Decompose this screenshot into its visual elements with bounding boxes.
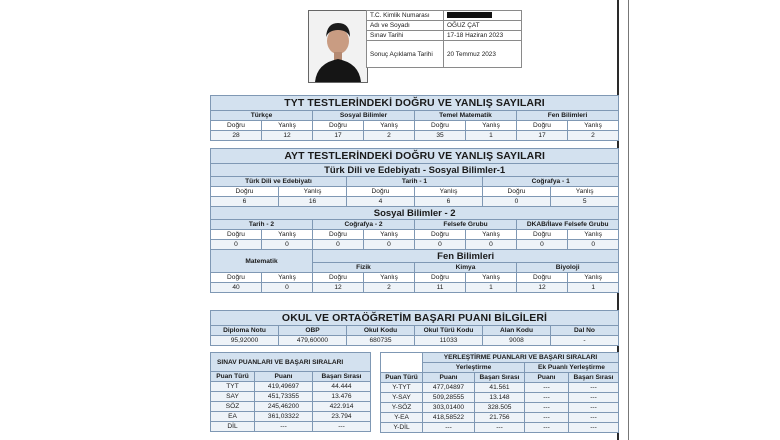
yanlis-label: Yanlış bbox=[551, 187, 619, 197]
puan-turu: SÖZ bbox=[211, 402, 255, 412]
dogru-value: 0 bbox=[483, 197, 551, 207]
dogru-label: Doğru bbox=[211, 121, 262, 131]
ek-basari-sirasi: --- bbox=[569, 403, 619, 413]
yanlis-value: 0 bbox=[364, 240, 415, 250]
ek-puanli-group: Ek Puanlı Yerleştirme bbox=[525, 363, 619, 373]
puan: 451,73355 bbox=[255, 392, 313, 402]
ayt-subject: DKAB/İlave Felsefe Grubu bbox=[517, 220, 619, 230]
yerlestirme-header: Başarı Sırası bbox=[569, 373, 619, 383]
ayt-subject: Tarih - 2 bbox=[211, 220, 313, 230]
ayt-subject: Felsefe Grubu bbox=[415, 220, 517, 230]
ayt-subject: Coğrafya - 2 bbox=[313, 220, 415, 230]
ayt-subject: Kimya bbox=[415, 263, 517, 273]
yanlis-value: 2 bbox=[364, 283, 415, 293]
yanlis-value: 0 bbox=[262, 240, 313, 250]
puan: 303,01400 bbox=[423, 403, 475, 413]
ayt-title: AYT TESTLERİNDEKİ DOĞRU VE YANLIŞ SAYILARI bbox=[211, 149, 619, 164]
tyt-subject: Fen Bilimleri bbox=[517, 111, 619, 121]
table-row bbox=[381, 423, 619, 433]
tyt-title: TYT TESTLERİNDEKİ DOĞRU VE YANLIŞ SAYILARI bbox=[211, 96, 619, 111]
dogru-label: Doğru bbox=[211, 187, 279, 197]
ayt-subject: Tarih - 1 bbox=[347, 177, 483, 187]
exam-date-value: 17-18 Haziran 2023 bbox=[444, 31, 522, 41]
puan-turu: DİL bbox=[211, 422, 255, 432]
puan-turu: SAY bbox=[211, 392, 255, 402]
yanlis-label: Yanlış bbox=[568, 273, 619, 283]
puan: 477,04897 bbox=[423, 383, 475, 393]
sinav-header: Puanı bbox=[255, 372, 313, 382]
ek-puan: --- bbox=[525, 413, 569, 423]
dogru-value: 12 bbox=[313, 283, 364, 293]
yerlestirme-header: Başarı Sırası bbox=[475, 373, 525, 383]
puan-turu: EA bbox=[211, 412, 255, 422]
okul-header: OBP bbox=[279, 326, 347, 336]
table-row bbox=[211, 392, 371, 402]
basari-sirasi: 13.476 bbox=[313, 392, 371, 402]
sinav-puan-table bbox=[210, 352, 371, 432]
yanlis-value: 2 bbox=[568, 131, 619, 141]
dogru-label: Doğru bbox=[483, 187, 551, 197]
basari-sirasi: 21.756 bbox=[475, 413, 525, 423]
basari-sirasi: 41.561 bbox=[475, 383, 525, 393]
okul-header: Okul Kodu bbox=[347, 326, 415, 336]
yanlis-value: 1 bbox=[568, 283, 619, 293]
dogru-value: 17 bbox=[313, 131, 364, 141]
table-row bbox=[211, 412, 371, 422]
basari-sirasi: 44.444 bbox=[313, 382, 371, 392]
dogru-label: Doğru bbox=[415, 121, 466, 131]
dogru-label: Doğru bbox=[517, 121, 568, 131]
yerlestirme-puan-table bbox=[380, 352, 619, 433]
okul-header: Diploma Notu bbox=[211, 326, 279, 336]
yanlis-value: 1 bbox=[466, 283, 517, 293]
yanlis-label: Yanlış bbox=[364, 273, 415, 283]
table-row bbox=[211, 422, 371, 432]
ek-puan: --- bbox=[525, 403, 569, 413]
dogru-value: 6 bbox=[211, 197, 279, 207]
yanlis-value: 2 bbox=[364, 131, 415, 141]
ayt-subject: Coğrafya - 1 bbox=[483, 177, 619, 187]
dogru-value: 28 bbox=[211, 131, 262, 141]
yerlestirme-header: Puan Türü bbox=[381, 373, 423, 383]
ayt-subject: Biyoloji bbox=[517, 263, 619, 273]
basari-sirasi: 328.505 bbox=[475, 403, 525, 413]
dogru-label: Doğru bbox=[211, 230, 262, 240]
result-date-value: 20 Temmuz 2023 bbox=[444, 41, 522, 68]
yanlis-label: Yanlış bbox=[568, 230, 619, 240]
basari-sirasi: --- bbox=[475, 423, 525, 433]
yanlis-label: Yanlış bbox=[364, 230, 415, 240]
ek-puan: --- bbox=[525, 423, 569, 433]
yanlis-label: Yanlış bbox=[415, 187, 483, 197]
puan: 419,49697 bbox=[255, 382, 313, 392]
puan: 361,03322 bbox=[255, 412, 313, 422]
dogru-label: Doğru bbox=[211, 273, 262, 283]
okul-value: 479,60000 bbox=[279, 336, 347, 346]
puan: --- bbox=[255, 422, 313, 432]
puan-turu: Y-DİL bbox=[381, 423, 423, 433]
ayt-table bbox=[210, 148, 619, 293]
sinav-header: Puan Türü bbox=[211, 372, 255, 382]
puan: 509,28555 bbox=[423, 393, 475, 403]
dogru-value: 4 bbox=[347, 197, 415, 207]
dogru-value: 0 bbox=[211, 240, 262, 250]
dogru-label: Doğru bbox=[517, 273, 568, 283]
puan: --- bbox=[423, 423, 475, 433]
puan-turu: TYT bbox=[211, 382, 255, 392]
table-row bbox=[381, 413, 619, 423]
okul-title: OKUL VE ORTAÖĞRETİM BAŞARI PUANI BİLGİLERİ bbox=[211, 311, 619, 326]
yanlis-label: Yanlış bbox=[262, 273, 313, 283]
page-edge-line-secondary bbox=[628, 0, 629, 440]
dogru-value: 11 bbox=[415, 283, 466, 293]
table-row bbox=[381, 383, 619, 393]
ayt-section1-title: Türk Dili ve Edebiyatı - Sosyal Bilimler-1 bbox=[211, 164, 619, 177]
puan-turu: Y-EA bbox=[381, 413, 423, 423]
dogru-label: Doğru bbox=[313, 273, 364, 283]
okul-table bbox=[210, 310, 619, 346]
candidate-info-table bbox=[366, 10, 522, 68]
name-value: OĞUZ ÇAT bbox=[444, 21, 522, 31]
ayt-subject: Fizik bbox=[313, 263, 415, 273]
result-date-label: Sonuç Açıklama Tarihi bbox=[367, 41, 444, 68]
redaction-bar bbox=[447, 12, 492, 18]
table-row bbox=[381, 393, 619, 403]
yanlis-value: 6 bbox=[415, 197, 483, 207]
basari-sirasi: --- bbox=[313, 422, 371, 432]
dogru-label: Doğru bbox=[313, 121, 364, 131]
yanlis-value: 12 bbox=[262, 131, 313, 141]
ek-basari-sirasi: --- bbox=[569, 383, 619, 393]
table-row bbox=[211, 402, 371, 412]
ek-basari-sirasi: --- bbox=[569, 393, 619, 403]
yanlis-label: Yanlış bbox=[262, 121, 313, 131]
tyt-table bbox=[210, 95, 619, 141]
okul-value: 9008 bbox=[483, 336, 551, 346]
yerlestirme-header: Puanı bbox=[423, 373, 475, 383]
okul-value: 680735 bbox=[347, 336, 415, 346]
dogru-value: 0 bbox=[517, 240, 568, 250]
puan-turu: Y-SÖZ bbox=[381, 403, 423, 413]
tc-value bbox=[444, 11, 522, 21]
yanlis-label: Yanlış bbox=[568, 121, 619, 131]
puan: 245,46200 bbox=[255, 402, 313, 412]
tyt-subject: Temel Matematik bbox=[415, 111, 517, 121]
ayt-subject: Türk Dili ve Edebiyatı bbox=[211, 177, 347, 187]
yanlis-value: 16 bbox=[279, 197, 347, 207]
yerlestirme-header: Puanı bbox=[525, 373, 569, 383]
yerlestirme-group: Yerleştirme bbox=[423, 363, 525, 373]
fen-title: Fen Bilimleri bbox=[313, 250, 619, 263]
math-subject: Matematik bbox=[211, 250, 313, 273]
student-photo bbox=[308, 10, 368, 83]
dogru-label: Doğru bbox=[517, 230, 568, 240]
dogru-value: 0 bbox=[415, 240, 466, 250]
tyt-subject: Sosyal Bilimler bbox=[313, 111, 415, 121]
yanlis-label: Yanlış bbox=[279, 187, 347, 197]
puan-turu: Y-TYT bbox=[381, 383, 423, 393]
yanlis-value: 0 bbox=[568, 240, 619, 250]
puan: 418,58522 bbox=[423, 413, 475, 423]
table-row bbox=[381, 403, 619, 413]
okul-value: 95,92000 bbox=[211, 336, 279, 346]
tc-label: T.C. Kimlik Numarası bbox=[367, 11, 444, 21]
yanlis-label: Yanlış bbox=[466, 121, 517, 131]
basari-sirasi: 13.148 bbox=[475, 393, 525, 403]
dogru-label: Doğru bbox=[347, 187, 415, 197]
yanlis-label: Yanlış bbox=[466, 230, 517, 240]
sinav-header: Başarı Sırası bbox=[313, 372, 371, 382]
yanlis-value: 5 bbox=[551, 197, 619, 207]
yanlis-label: Yanlış bbox=[364, 121, 415, 131]
okul-value: 11033 bbox=[415, 336, 483, 346]
dogru-value: 12 bbox=[517, 283, 568, 293]
ek-basari-sirasi: --- bbox=[569, 413, 619, 423]
dogru-label: Doğru bbox=[415, 273, 466, 283]
yanlis-value: 1 bbox=[466, 131, 517, 141]
sinav-title: SINAV PUANLARI VE BAŞARI SIRALARI bbox=[211, 353, 371, 372]
blank-cell bbox=[381, 353, 423, 373]
dogru-value: 35 bbox=[415, 131, 466, 141]
dogru-value: 17 bbox=[517, 131, 568, 141]
yanlis-value: 0 bbox=[466, 240, 517, 250]
dogru-value: 40 bbox=[211, 283, 262, 293]
dogru-label: Doğru bbox=[313, 230, 364, 240]
dogru-label: Doğru bbox=[415, 230, 466, 240]
name-label: Adı ve Soyadı bbox=[367, 21, 444, 31]
okul-header: Dal No bbox=[551, 326, 619, 336]
yerlestirme-title: YERLEŞTİRME PUANLARI VE BAŞARI SIRALARI bbox=[423, 353, 619, 363]
yanlis-label: Yanlış bbox=[262, 230, 313, 240]
okul-header: Okul Türü Kodu bbox=[415, 326, 483, 336]
exam-date-label: Sınav Tarihi bbox=[367, 31, 444, 41]
yanlis-label: Yanlış bbox=[466, 273, 517, 283]
ek-puan: --- bbox=[525, 393, 569, 403]
puan-turu: Y-SAY bbox=[381, 393, 423, 403]
basari-sirasi: 23.794 bbox=[313, 412, 371, 422]
yanlis-value: 0 bbox=[262, 283, 313, 293]
okul-value: - bbox=[551, 336, 619, 346]
basari-sirasi: 422.914 bbox=[313, 402, 371, 412]
ek-puan: --- bbox=[525, 383, 569, 393]
dogru-value: 0 bbox=[313, 240, 364, 250]
okul-header: Alan Kodu bbox=[483, 326, 551, 336]
tyt-subject: Türkçe bbox=[211, 111, 313, 121]
table-row bbox=[211, 382, 371, 392]
ayt-section2-title: Sosyal Bilimler - 2 bbox=[211, 207, 619, 220]
ek-basari-sirasi: --- bbox=[569, 423, 619, 433]
